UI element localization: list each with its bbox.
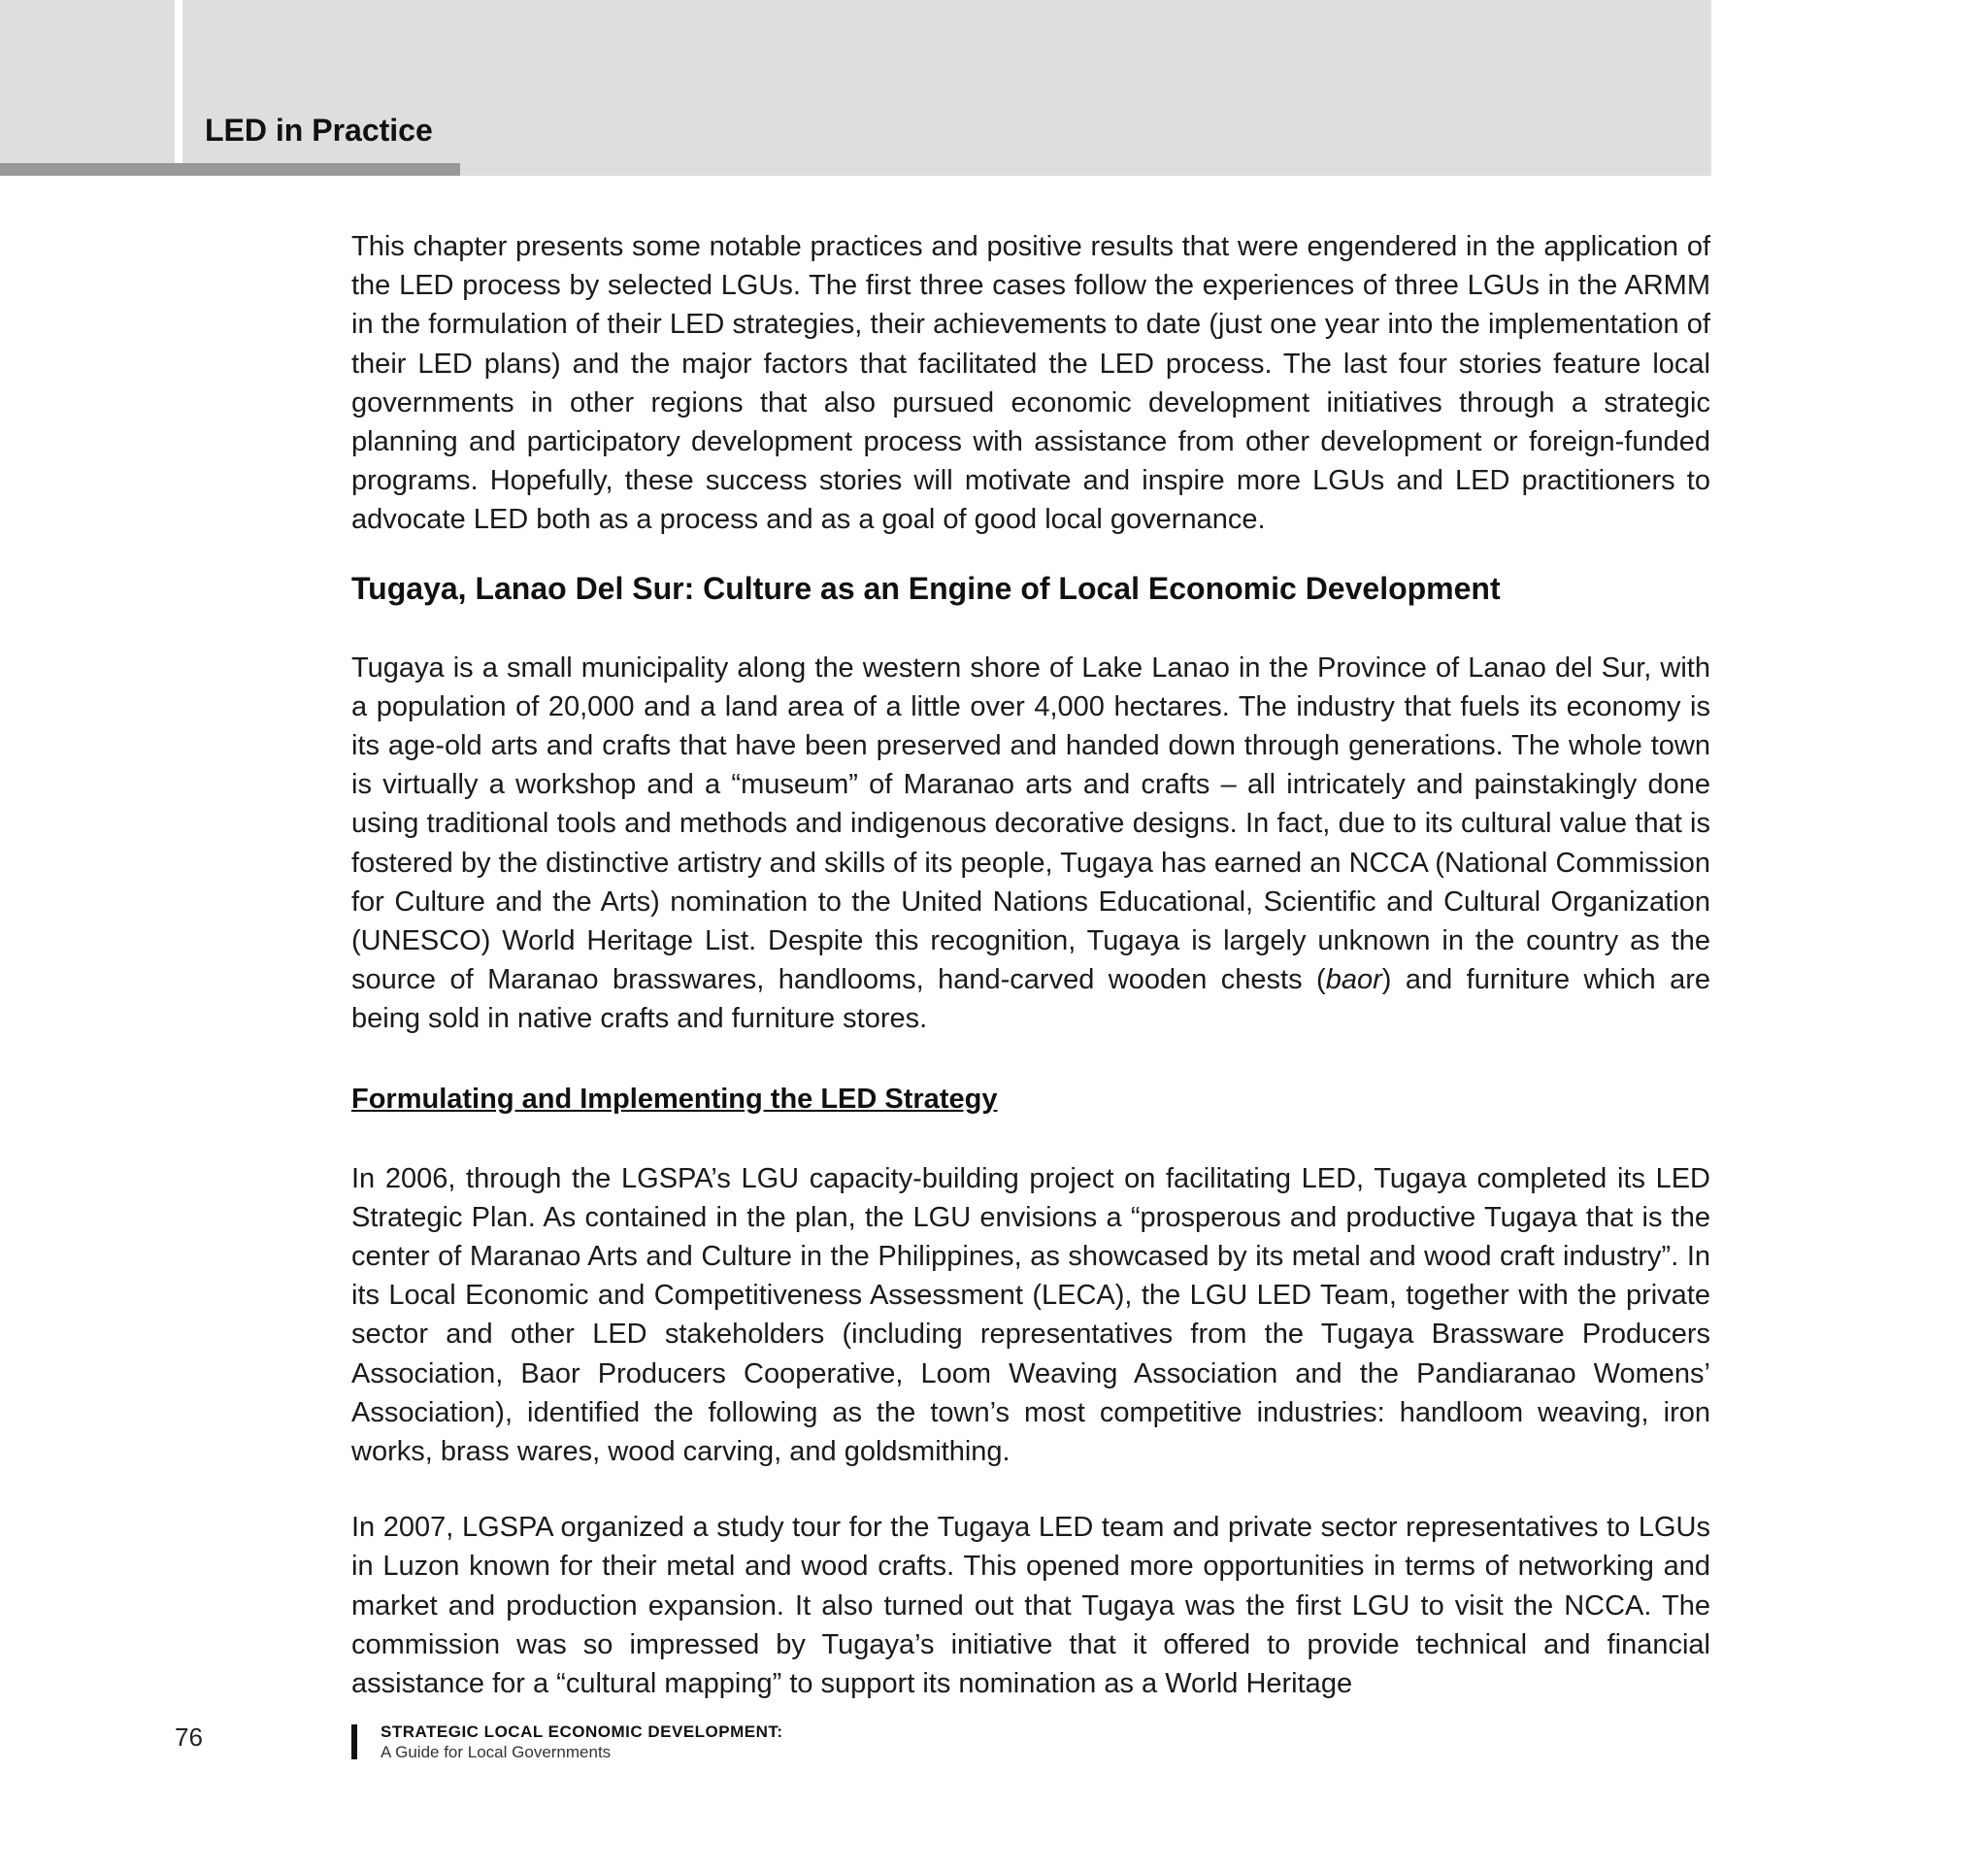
footer-book-subtitle: A Guide for Local Governments: [381, 1743, 612, 1761]
header-underline-bar: [0, 163, 460, 176]
intro-paragraph: This chapter presents some notable practices and positive results that were engendered in the application of the LED process by selected LGUs. The first three cases follow the experiences of three LGUs in the ARMM in the formulation of their LED strategies, their achievements to date (just one year into the implementation of their LED plans) and the major factors that facilitated the LED process. The last four stories feature local governments in other regions that also pursued economic development initiatives through a strategic planning and participatory development process with assistance from other development or foreign-funded programs. Hopefully, these success stories will motivate and inspire more LGUs and LED practitioners to advocate LED both as a process and as a goal of good local governance.: [351, 231, 1710, 536]
section-paragraph-text-end: ) and furniture which are being sold in native crafts and furniture stores.: [351, 964, 1710, 1035]
section-heading: Tugaya, Lanao Del Sur: Culture as an Engine of Local Economic Development: [351, 570, 1501, 606]
footer-bar: [351, 1724, 357, 1759]
section-paragraph-text: Tugaya is a small municipality along the western shore of Lake Lanao in the Province of Lanao del Sur, with a population of 20,000 and a land area of a little over 4,000 hectares. The industry that fuels its economy is its age-old arts and crafts that have been preserved and handed down through generations. The whole town is virtually a workshop and a “museum” of Maranao arts and crafts – all intricately and painstakingly done using traditional tools and methods and indigenous decorative designs. In fact, due to its cultural value that is fostered by the distinctive artistry and skills of its people, Tugaya has earned an NCCA (National Commission for Culture and the Arts) nomination to the United Nations Educational, Scientific and Cultural Organization (UNESCO) World Heritage List. Despite this recognition, Tugaya is largely unknown in the country as the source of Maranao brasswares, handlooms, hand-carved wooden chests (: [351, 652, 1710, 996]
page-number: 76: [175, 1722, 203, 1752]
italic-term: baor: [1325, 964, 1382, 996]
footer-book-title: STRATEGIC LOCAL ECONOMIC DEVELOPMENT:: [381, 1722, 783, 1741]
subsection-heading: Formulating and Implementing the LED Strategy: [351, 1083, 998, 1115]
chapter-title: LED in Practice: [205, 113, 433, 148]
subsection-paragraph-1: In 2006, through the LGSPA’s LGU capacity-building project on facilitating LED, Tugaya completed its LED Strategic Plan. As contained in the plan, the LGU envisions a “prosperous and productive Tugaya that is the center of Maranao Arts and Culture in the Philippines, as showcased by its metal and wood craft industry”. In its Local Economic and Competitiveness Assessment (LECA), the LGU LED Team, together with the private sector and other LED stakeholders (including representatives from the Tugaya Brassware Producers Association, Baor Producers Cooperative, Loom Weaving Association and the Pandiaranao Womens’ Association), identified the following as the town’s most competitive industries: handloom weaving, iron works, brass wares, wood carving, and goldsmithing.: [351, 1162, 1710, 1468]
subsection-paragraph-2: In 2007, LGSPA organized a study tour for the Tugaya LED team and private sector representatives to LGUs in Luzon known for their metal and wood crafts. This opened more opportunities in terms of networking and market and production expansion. It also turned out that Tugaya was the first LGU to visit the NCCA. The commission was so impressed by Tugaya’s initiative that it offered to provide technical and financial assistance for a “cultural mapping” to support its nomination as a World Heritage: [351, 1512, 1710, 1700]
section-paragraph: [351, 649, 1710, 1039]
header-divider: [175, 0, 182, 176]
page-content: [351, 227, 1710, 1703]
